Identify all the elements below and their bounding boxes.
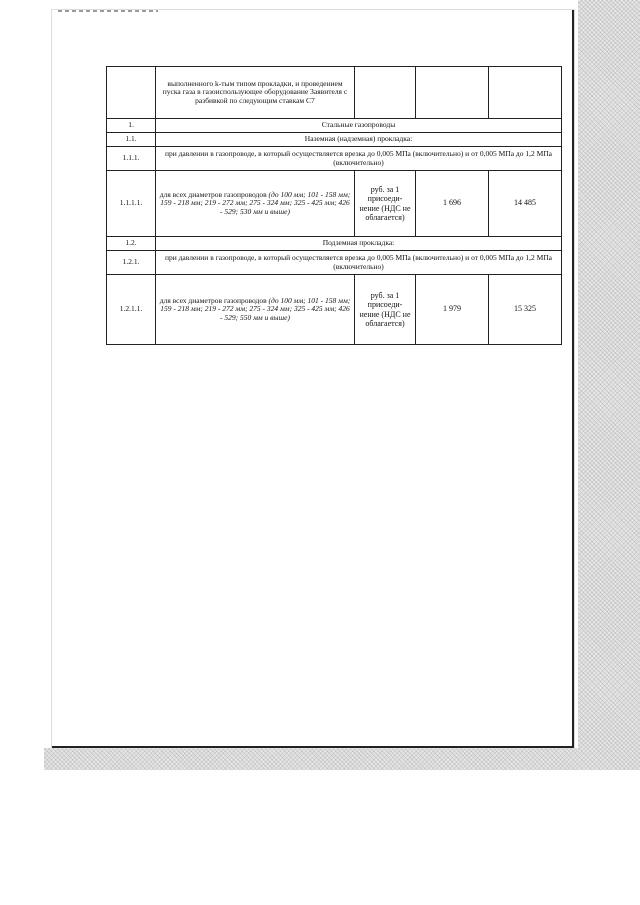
rate-value-2: 14 485 (489, 171, 562, 237)
subsection-heading: Подземная прокладка: (156, 237, 562, 251)
rate-value-2: 15 325 (489, 275, 562, 345)
item-description (156, 275, 355, 345)
row-number: 1.1. (107, 133, 156, 147)
item-description-main: для всех диаметров газопроводов (159, 189, 269, 199)
table-row (107, 275, 562, 345)
rate-value-1: 1 979 (416, 275, 489, 345)
table-cell-desc: выполненного k-тым типом прокладки, и проведением пуска газа в газоиспользующее оборудование Заявителя с разбивкой по следующим ставкам С7 (156, 67, 355, 119)
scan-artifact-mark (58, 10, 158, 12)
table-cell-unit (355, 67, 416, 119)
item-description (156, 171, 355, 237)
condition-text: при давлении в газопроводе, в который осуществляется врезка до 0,005 МПа (включительно) и от 0,005 МПа до 1,2 МПа (включительно) (156, 147, 562, 171)
table-cell-value1 (416, 67, 489, 119)
unit-of-measure: руб. за 1 присоеди-нение (НДС не облагается) (355, 275, 416, 345)
item-description-diameters: (до 100 мм; 101 - 158 мм; 159 - 218 мм; 219 - 272 мм; 275 - 324 мм; 325 - 425 мм; 426 - 529; 550 мм и выше) (160, 295, 351, 322)
row-number: 1.2. (107, 237, 156, 251)
table-row (107, 133, 562, 147)
row-number: 1.1.1.1. (107, 171, 156, 237)
scan-shadow-right (578, 0, 640, 770)
subsection-heading: Наземная (надземная) прокладка: (156, 133, 562, 147)
row-number: 1.2.1. (107, 251, 156, 275)
table-cell-num (107, 67, 156, 119)
unit-of-measure: руб. за 1 присоеди-нение (НДС не облагается) (355, 171, 416, 237)
table-row (107, 237, 562, 251)
row-number: 1. (107, 119, 156, 133)
table-cell-value2 (489, 67, 562, 119)
table-row (107, 171, 562, 237)
item-description-diameters: (до 100 мм; 101 - 158 мм; 159 - 218 мм; 219 - 272 мм; 275 - 324 мм; 325 - 425 мм; 426 - 529; 530 мм и выше) (160, 189, 351, 216)
table-row (107, 67, 562, 119)
table-row (107, 147, 562, 171)
row-number: 1.1.1. (107, 147, 156, 171)
tariff-table (106, 66, 562, 345)
rate-value-1: 1 696 (416, 171, 489, 237)
scan-shadow-bottom (44, 748, 640, 770)
item-description-main: для всех диаметров газопроводов (159, 295, 269, 305)
row-number: 1.2.1.1. (107, 275, 156, 345)
table-row (107, 251, 562, 275)
condition-text: при давлении в газопроводе, в который осуществляется врезка до 0,005 МПа (включительно) и от 0,005 МПа до 1,2 МПа (включительно) (156, 251, 562, 275)
table-row (107, 119, 562, 133)
section-heading: Стальные газопроводы (156, 119, 562, 133)
